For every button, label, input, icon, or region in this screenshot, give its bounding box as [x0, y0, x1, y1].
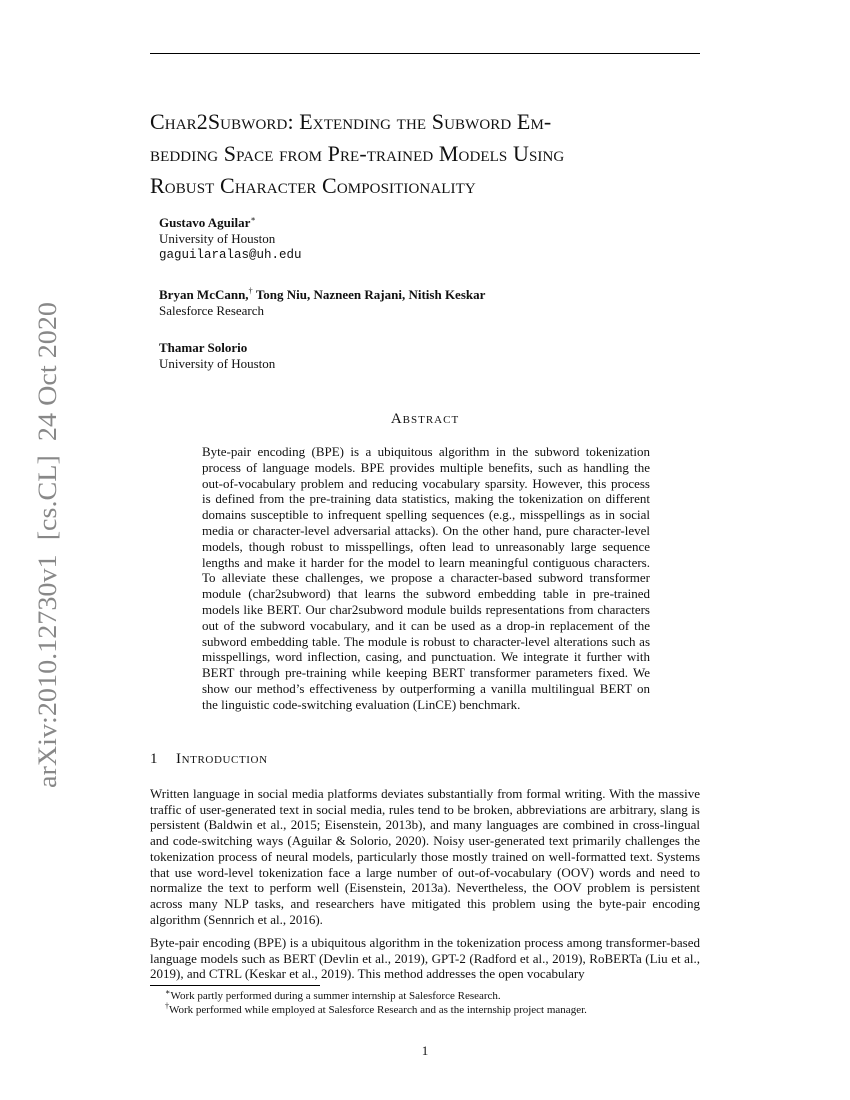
arxiv-stamp [12, 300, 72, 790]
footnote-rule [150, 985, 320, 986]
author-footnote-mark: ∗ [250, 214, 256, 224]
title-line-1: Char2Subword: Extending the Subword Em- [150, 109, 552, 134]
author-block-2 [159, 287, 485, 319]
footnote-text: Work partly performed during a summer internship at Salesforce Research. [170, 990, 501, 1002]
title-line-2: bedding Space from Pre-trained Models Using [150, 141, 565, 166]
author-name: Bryan McCann, [159, 287, 249, 302]
author-affiliation: Salesforce Research [159, 303, 265, 318]
paper-title [150, 106, 705, 202]
title-line-3: Robust Character Compositionality [150, 173, 476, 198]
abstract-heading: Abstract [390, 411, 460, 427]
footnote-mark: † [165, 1001, 169, 1011]
author-affiliation: University of Houston [159, 356, 276, 371]
author-name: Gustavo Aguilar [159, 215, 251, 230]
page-number: 1 [421, 1043, 429, 1058]
footnote-1 [165, 987, 501, 1003]
author-footnote-mark: † [248, 286, 253, 296]
author-affiliation: University of Houston [159, 231, 276, 246]
footnote-mark: ∗ [165, 987, 171, 997]
footnote-text: Work performed while employed at Salesforce Research and as the internship project manager. [169, 1004, 587, 1016]
footnote-2 [165, 1001, 587, 1017]
author-name: Thamar Solorio [159, 340, 248, 355]
author-block-3 [159, 340, 275, 372]
section-number: 1 [150, 751, 158, 767]
section-heading [150, 751, 268, 768]
author-block-1 [159, 215, 302, 263]
intro-paragraph-1: Written language in social media platforms deviates substantially from formal writing. With the massive traffic of user-generated text in social media, rules tend to be broken, abbreviations are arbitrary, slang is persistent (Baldwin et al., 2015; Eisenstein, 2013b), and many languages are combined in cross-lingual and code-switching ways (Aguilar & Solorio, 2020). Noisy user-generated text primarily challenges the tokenization process of neural models, particularly those mostly trained on well-formatted text. Systems that use word-level tokenization face a large number of out-of-vocabulary (OOV) words and need to normalize the text to perform well (Eisenstein, 2013a). Nevertheless, the OOV problem is persistent across many NLP tasks, and researchers have mitigated this problem using the byte-pair encoding algorithm (Sennrich et al., 2016). [150, 786, 700, 927]
coauthor-names: Tong Niu, Nazneen Rajani, Nitish Keskar [255, 287, 486, 302]
section-title: Introduction [176, 751, 268, 767]
arxiv-stamp-text: arXiv:2010.12730v1 [cs.CL] 24 Oct 2020 [32, 330, 62, 788]
abstract-text: Byte-pair encoding (BPE) is a ubiquitous algorithm in the subword tokenization process of language models. BPE provides multiple benefits, such as handling the out-of-vocabulary problem and reducing vocabulary sparsity. However, this process is defined from the pre-training data statistics, making the tokenization on different domains susceptible to infrequent spelling sequences (e.g., misspellings as in social media or character-level adversarial attacks). On the other hand, pure character-level models, though robust to misspellings, often lead to unreasonably large sequence lengths and make it harder for the model to learn meaningful contiguous characters. To alleviate these challenges, we propose a character-based subword transformer module (char2subword) that learns the subword embedding table in pre-trained models like BERT. Our char2subword module builds representations from characters out of the subword vocabulary, and it can be used as a drop-in replacement of the subword embedding table. The module is robust to character-level alterations such as misspellings, word inflection, casing, and punctuation. We integrate it further with BERT through pre-training while keeping BERT transformer parameters fixed. We show our method’s effectiveness by outperforming a vanilla multilingual BERT on the linguistic code-switching evaluation (LinCE) benchmark. [202, 444, 650, 712]
intro-paragraph-2: Byte-pair encoding (BPE) is a ubiquitous algorithm in the tokenization process among transformer-based language models such as BERT (Devlin et al., 2019), GPT-2 (Radford et al., 2019), RoBERTa (Liu et al., 2019), and CTRL (Keskar et al., 2019). This method addresses the open vocabulary [150, 935, 700, 982]
top-rule [150, 53, 700, 54]
author-email[interactable]: gaguilaralas@uh.edu [159, 248, 302, 262]
